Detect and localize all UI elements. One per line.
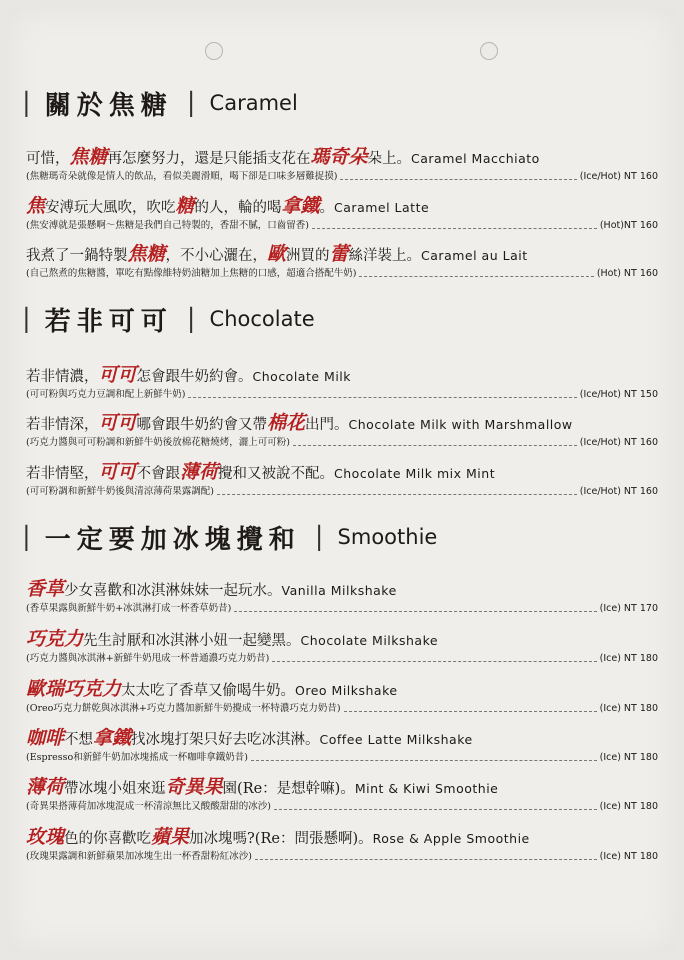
menu-item-title	[26, 678, 658, 702]
item-price: (Ice/Hot) NT 160	[579, 486, 658, 497]
item-description: (焦糖瑪奇朵就像是情人的飲品，看似美麗滑順，喝下卻是口味多層難捉摸)	[26, 171, 338, 182]
highlight-text: 可可	[98, 364, 137, 386]
highlight-text: 歐瑞巧克力	[26, 678, 122, 700]
menu-item-title	[26, 195, 658, 219]
menu-item-title	[26, 727, 658, 751]
highlight-text: 焦	[26, 195, 46, 217]
item-description: (Espresso和新鮮牛奶加冰塊搖成一杯咖啡拿鐵奶昔)	[26, 752, 248, 763]
item-description: (Oreo巧克力餅乾與冰淇淋+巧克力醬加新鮮牛奶攪成一杯特濃巧克力奶昔)	[26, 703, 341, 714]
item-english-name: Coffee Latte Milkshake	[319, 732, 473, 747]
item-english-name: Vanilla Milkshake	[281, 583, 397, 598]
menu-item-title	[26, 776, 658, 800]
highlight-text: 焦糖	[69, 146, 108, 168]
leader-line	[272, 661, 596, 662]
item-text: 朵上。	[367, 151, 412, 167]
item-text: 。	[319, 200, 335, 216]
item-description: (焦安溥就是張懸啊～焦糖是我們自己特製的，香甜不膩，口齒留香)	[26, 220, 309, 231]
section-title-zh: 關於焦糖	[44, 90, 173, 121]
leader-line	[255, 859, 597, 860]
item-price: (Ice/Hot) NT 160	[579, 437, 658, 448]
highlight-text: 薄荷	[26, 776, 65, 798]
item-price: (Ice) NT 180	[599, 801, 658, 812]
item-text: 洲買的	[286, 248, 330, 264]
menu-item	[26, 412, 658, 449]
menu-item-title	[26, 412, 658, 436]
item-text: 加冰塊嗎?(Re：問張懸啊)。	[189, 831, 373, 847]
highlight-text: 巧克力	[26, 628, 84, 650]
menu-item-title	[26, 628, 658, 652]
title-divider: |	[314, 522, 324, 552]
leader-line	[359, 276, 593, 277]
item-text: 若非情深，	[26, 417, 99, 433]
menu-item	[26, 776, 658, 813]
menu-item-title	[26, 364, 658, 388]
menu-item-title	[26, 578, 658, 602]
item-text: 可惜，	[26, 151, 70, 167]
item-description: (可可粉與巧克力豆調和配上新鮮牛奶)	[26, 389, 186, 400]
highlight-text: 咖啡	[26, 727, 65, 749]
highlight-text: 香草	[26, 578, 65, 600]
item-text: 怎會跟牛奶約會。	[136, 369, 253, 385]
highlight-text: 糖	[175, 195, 195, 217]
item-price: (Ice) NT 170	[599, 603, 658, 614]
item-text: 安溥玩大風吹，吹吃	[45, 200, 176, 216]
item-price: (Ice/Hot) NT 150	[579, 389, 658, 400]
highlight-text: 拿鐵	[93, 727, 132, 749]
item-english-name: Caramel au Lait	[421, 248, 528, 263]
highlight-text: 蕾	[329, 243, 349, 265]
title-divider: |	[22, 88, 31, 118]
menu-item	[26, 578, 658, 615]
item-price: (Ice) NT 180	[599, 851, 658, 862]
menu-item	[26, 243, 658, 280]
item-text: ，不小心灑在，	[165, 248, 268, 264]
item-english-name: Chocolate Milk	[252, 369, 352, 384]
item-price: (Ice) NT 180	[599, 752, 658, 763]
item-text: 找冰塊打架只好去吃冰淇淋。	[131, 732, 320, 748]
item-english-name: Chocolate Milkshake	[300, 633, 439, 648]
leader-line	[188, 397, 576, 398]
item-price: (Ice/Hot) NT 160	[579, 171, 658, 182]
highlight-text: 可可	[98, 412, 137, 434]
item-text: 太太吃了香草又偷喝牛奶。	[121, 683, 296, 699]
item-english-name: Oreo Milkshake	[295, 683, 398, 698]
item-description: (可可粉調和新鮮牛奶後與清涼薄荷果露調配)	[26, 486, 214, 497]
title-divider: |	[186, 88, 196, 118]
leader-line	[217, 494, 577, 495]
title-divider: |	[186, 304, 196, 334]
highlight-text: 可可	[98, 461, 137, 483]
title-divider: |	[22, 304, 31, 334]
section-title	[22, 520, 437, 554]
item-text: 少女喜歡和冰淇淋妹妹一起玩水。	[64, 583, 282, 599]
item-text: 色的你喜歡吃	[64, 831, 152, 847]
section-title-en: Smoothie	[337, 525, 438, 549]
item-text: 絲洋裝上。	[348, 248, 422, 264]
highlight-text: 瑪奇朵	[310, 146, 368, 168]
item-english-name: Rose & Apple Smoothie	[372, 831, 530, 846]
highlight-text: 焦糖	[127, 243, 166, 265]
highlight-text: 拿鐵	[281, 195, 320, 217]
item-english-name: Caramel Macchiato	[411, 151, 540, 166]
item-text: 若非情濃，	[26, 369, 99, 385]
leader-line	[293, 445, 577, 446]
item-text: 哪會跟牛奶約會又帶	[136, 417, 268, 433]
menu-item	[26, 146, 658, 183]
menu-item	[26, 727, 658, 764]
item-english-name: Chocolate Milk mix Mint	[334, 466, 496, 481]
item-text: 再怎麼努力，還是只能插支花在	[107, 151, 311, 167]
leader-line	[312, 228, 597, 229]
item-text: 我煮了一鍋特製	[26, 248, 128, 264]
menu-item	[26, 826, 658, 863]
title-divider: |	[22, 522, 31, 552]
item-text: 帶冰塊小姐來逛	[64, 781, 166, 797]
highlight-text: 奇異果	[165, 776, 223, 798]
leader-line	[340, 179, 576, 180]
leader-line	[251, 760, 597, 761]
item-description: (巧克力醬與可可粉調和新鮮牛奶後放棉花糖燒烤，灑上可可粉)	[26, 437, 290, 448]
item-text: 不想	[64, 732, 94, 748]
item-english-name: Mint & Kiwi Smoothie	[354, 781, 499, 796]
leader-line	[344, 711, 597, 712]
item-price: (Hot)NT 160	[599, 220, 658, 231]
menu-item	[26, 461, 658, 498]
highlight-text: 玫瑰	[26, 826, 65, 848]
highlight-text: 薄荷	[180, 461, 219, 483]
menu-item	[26, 628, 658, 665]
item-description: (香草果露與新鮮牛奶+冰淇淋打成一杯香草奶昔)	[26, 603, 232, 614]
section-title-zh: 若非可可	[44, 306, 173, 337]
menu-item	[26, 364, 658, 401]
item-text: 若非情堅，	[26, 466, 99, 482]
highlight-text: 歐	[267, 243, 287, 265]
leader-line	[234, 611, 596, 612]
highlight-text: 棉花	[267, 412, 306, 434]
item-text: 的人，輪的喝	[194, 200, 282, 216]
item-price: (Hot) NT 160	[596, 268, 658, 279]
item-text: 不會跟	[136, 466, 181, 482]
section-title	[22, 86, 298, 120]
item-text: 先生討厭和冰淇淋小妞一起變黑。	[83, 633, 301, 649]
item-english-name: Chocolate Milk with Marshmallow	[348, 417, 573, 432]
item-description: (玫瑰果露調和新鮮蘋果加冰塊生出一杯香甜粉紅冰沙)	[26, 851, 252, 862]
punch-hole-left	[205, 42, 223, 60]
item-text: 出門。	[305, 417, 349, 433]
menu-item-title	[26, 243, 658, 267]
item-description: (巧克力醬與冰淇淋+新鮮牛奶甩成一杯普通濃巧克力奶昔)	[26, 653, 270, 664]
section-title-zh: 一定要加冰塊攪和	[44, 524, 301, 555]
menu-item-title	[26, 826, 658, 850]
item-price: (Ice) NT 180	[599, 653, 658, 664]
leader-line	[274, 809, 597, 810]
item-description: (奇異果搭薄荷加冰塊混成一杯清涼無比又酸酸甜甜的冰沙)	[26, 801, 271, 812]
item-price: (Ice) NT 180	[599, 703, 658, 714]
punch-hole-right	[480, 42, 498, 60]
menu-item	[26, 678, 658, 715]
section-title	[22, 302, 315, 336]
item-description: (自己熬煮的焦糖醬，單吃有點像維特奶油糖加上焦糖的口感，超適合搭配牛奶)	[26, 268, 357, 279]
item-english-name: Caramel Latte	[334, 200, 430, 215]
item-text: 攪和又被說不配。	[218, 466, 335, 482]
section-title-en: Caramel	[209, 91, 298, 115]
item-text: 園(Re：是想幹嘛)。	[222, 781, 355, 797]
highlight-text: 蘋果	[151, 826, 190, 848]
menu-item-title	[26, 146, 658, 170]
menu-item	[26, 195, 658, 232]
menu-item-title	[26, 461, 658, 485]
section-title-en: Chocolate	[209, 307, 315, 331]
